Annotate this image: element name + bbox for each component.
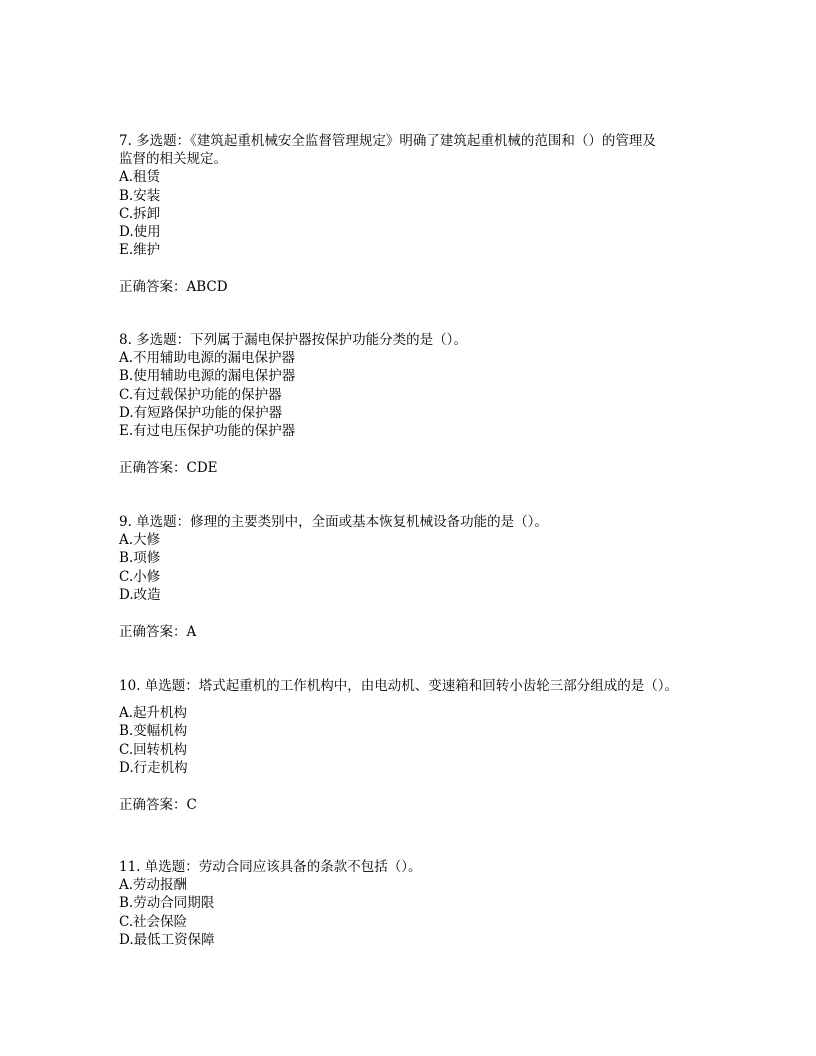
option-a: A.不用辅助电源的漏电保护器 (119, 350, 296, 367)
question-stem: 11. 单选题：劳动合同应该具备的条款不包括（）。 (119, 859, 422, 875)
correct-answer: 正确答案：A (119, 624, 197, 641)
option-b: B.项修 (119, 550, 161, 567)
question-7 (119, 132, 719, 297)
option-d: D.改造 (119, 586, 161, 603)
option-d: D.使用 (119, 224, 161, 241)
option-b: B.安装 (119, 187, 161, 204)
option-d: D.行走机构 (119, 759, 188, 776)
option-a: A.大修 (119, 532, 161, 549)
correct-answer: 正确答案：C (119, 797, 197, 814)
option-a: A.租赁 (119, 169, 161, 186)
option-b: B.劳动合同期限 (119, 895, 215, 912)
option-c: C.有过载保护功能的保护器 (119, 386, 282, 403)
question-10 (119, 677, 739, 814)
question-stem: 7. 多选题：《建筑起重机械安全监督管理规定》明确了建筑起重机械的范围和（）的管理及 (119, 133, 656, 149)
correct-answer: 正确答案：CDE (119, 460, 218, 477)
correct-answer: 正确答案：ABCD (119, 279, 228, 296)
option-a: A.起升机构 (119, 705, 188, 722)
option-b: B.变幅机构 (119, 723, 188, 740)
option-e: E.维护 (119, 242, 161, 259)
option-c: C.拆卸 (119, 205, 161, 222)
question-stem-continued: 监督的相关规定。 (119, 151, 227, 168)
option-e: E.有过电压保护功能的保护器 (119, 423, 296, 440)
option-d: D.有短路保护功能的保护器 (119, 404, 283, 421)
question-11 (119, 858, 719, 949)
option-d: D.最低工资保障 (119, 931, 215, 948)
option-c: C.小修 (119, 568, 161, 585)
question-9 (119, 513, 719, 641)
question-stem: 9. 单选题：修理的主要类别中，全面或基本恢复机械设备功能的是（）。 (119, 514, 548, 530)
option-c: C.社会保险 (119, 913, 188, 930)
question-8 (119, 331, 719, 477)
question-stem: 10. 单选题：塔式起重机的工作机构中，由电动机、变速箱和回转小齿轮三部分组成的是（）。 (119, 678, 679, 694)
option-c: C.回转机构 (119, 741, 188, 758)
option-a: A.劳动报酬 (119, 877, 188, 894)
option-b: B.使用辅助电源的漏电保护器 (119, 368, 296, 385)
question-stem: 8. 多选题：下列属于漏电保护器按保护功能分类的是（）。 (119, 332, 467, 348)
